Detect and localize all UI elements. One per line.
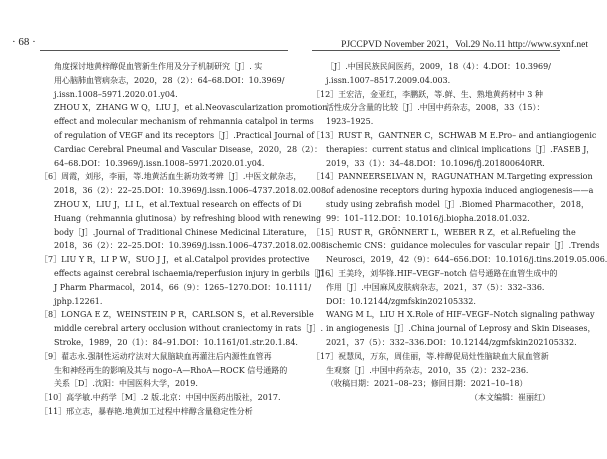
- references-right-column: [312, 60, 607, 405]
- ref-line: Neurosci，2019，42（9）：644–656.DOI：10.1016/j.tins.2019.05.006.: [326, 255, 607, 265]
- ref-line: 用心脑肺血管病杂志，2020，28（2）：64–68.DOI：10.3969/: [54, 75, 285, 85]
- ref-line: 2018，36（2）：22–25.DOI：10.3969/j.issn.1006–4737.2018.02.008.: [54, 186, 329, 196]
- ref-line: ［9］翟志永.强制性运动疗法对大鼠脑缺血再灌注后内源性血管再: [40, 351, 272, 361]
- ref-line: ［7］LIU Y R，LI P W，SUO J J，et al.Catalpol provides protective: [40, 255, 310, 265]
- ref-line: Stroke，1989，20（1）：84–91.DOI：10.1161/01.str.20.1.84.: [54, 337, 298, 347]
- header-rule-left: [40, 50, 288, 51]
- journal-running-head: PJCCPVD November 2021，Vol.29 No.11 http://www.syxnf.net: [341, 40, 588, 50]
- ref-line: ［6］周霞，刘彤，李丽，等.地黄活血生新功效考辨［J］.中医文献杂志，: [40, 172, 302, 182]
- ref-line: 生和神经再生的影响及其与 nogo–A—RhoA—ROCK 信号通路的: [54, 365, 288, 375]
- ref-line: ［17］祝慧凤，万东，周佳丽，等.梓醇促局灶性脑缺血大鼠血管新: [312, 351, 549, 361]
- ref-line: 活性成分含量的比较［J］.中国中药杂志，2008，33（15）：: [326, 103, 545, 113]
- ref-line: DOI：10.12144/zgmfskin202105332.: [326, 296, 476, 306]
- ref-line: of adenosine receptors during hypoxia induced angiogenesis——a: [326, 186, 594, 196]
- ref-line: therapies：current status and clinical implications［J］.FASEB J，: [326, 144, 595, 154]
- ref-line: ［12］王宏洁，金亚红，李鹏跃，等.鲜、生、熟地黄药材中 3 种: [312, 89, 543, 99]
- ref-line: ［11］邢立志，暴春艳.地黄加工过程中梓醇含量稳定性分析: [40, 406, 253, 416]
- ref-line: ［J］.中国民族民间医药，2009，18（4）：4.DOI：10.3969/: [326, 62, 551, 71]
- ref-line: effects against cerebral ischaemia/reperfusion injury in gerbils［J］.: [54, 268, 332, 278]
- page-number: · 68 ·: [12, 36, 36, 48]
- ref-line: 角度探讨地黄梓醇促血管新生作用及分子机制研究［J］. 实: [54, 62, 263, 71]
- header-rule-right: [312, 50, 560, 51]
- ref-line: j.issn.1007–8517.2009.04.003.: [326, 75, 451, 85]
- ref-line: Huang（rehmannia glutinosa）by refreshing blood with renewing: [54, 213, 322, 223]
- ref-line: in angiogenesis［J］.China journal of Leprosy and Skin Diseases，: [326, 324, 596, 334]
- ref-line: ZHOU X，ZHANG W Q，LIU J，et al.Neovascularization promotion: [54, 103, 328, 113]
- ref-line: study using zebrafish model［J］.Biomed Pharmacother，2018，: [326, 199, 589, 209]
- editor-note: （本文编辑：崔丽红）: [470, 393, 550, 403]
- ref-line: ［10］高学敏.中药学［M］.2 版.北京：中国中医药出版社，2017.: [40, 393, 281, 403]
- ref-line: ZHOU X，LIU J，LI L，et al.Textual research on effects of Di: [54, 199, 302, 209]
- ref-line: 99：101–112.DOI：10.1016/j.biopha.2018.01.032.: [326, 213, 530, 223]
- ref-line: ［16］王美玲，刘华锋.HIF–VEGF–notch 信号通路在血管生成中的: [312, 268, 558, 278]
- ref-line: J Pharm Pharmacol，2014，66（9）：1265–1270.DOI：10.1111/: [54, 282, 312, 292]
- ref-line: Cardiac Cerebral Pneumal and Vascular Disease，2020，28（2）：: [54, 144, 323, 154]
- ref-line: middle cerebral artery occlusion without craniectomy in rats［J］.: [54, 324, 324, 334]
- ref-line: j.issn.1008–5971.2020.01.y04.: [54, 89, 178, 99]
- ref-line: 2021，37（5）：332–336.DOI：10.12144/zgmfskin202105332.: [326, 337, 577, 347]
- ref-line: 1923–1925.: [326, 117, 374, 127]
- ref-line: 关系［D］.沈阳：中国医科大学，2019.: [54, 379, 198, 389]
- ref-line: 64–68.DOI：10.3969/j.issn.1008–5971.2020.01.y04.: [54, 158, 265, 168]
- page-header: [0, 0, 600, 50]
- ref-line: ［13］RUST R，GANTNER C，SCHWAB M E.Pro– and antiangiogenic: [312, 130, 597, 140]
- ref-line: 生观察［J］.中国中药杂志，2010，35（2）：232–236.: [326, 365, 529, 375]
- ref-line: WANG M L，LIU H X.Role of HIF–VEGF–Notch signaling pathway: [326, 310, 595, 320]
- ref-line: of regulation of VEGF and its receptors［J］.Practical Journal of: [54, 130, 315, 140]
- ref-line: effect and molecular mechanism of rehmannia catalpol in terms: [54, 117, 314, 127]
- ref-line: ［15］RUST R，GRÖNNERT L，WEBER R Z，et al.Refueling the: [312, 227, 576, 237]
- ref-line: ［8］LONGA E Z，WEINSTEIN P R，CARLSON S，et al.Reversible: [40, 310, 314, 320]
- ref-line: ［14］PANNEERSELVAN N，RAGUNATHAN M.Targeting expression: [312, 172, 593, 182]
- ref-line: 2019，33（1）：34–48.DOI：10.1096/fj.201800640RR.: [326, 158, 545, 168]
- received-dates: （收稿日期：2021–08–23；修回日期：2021–10–18）: [326, 379, 528, 389]
- ref-line: ischemic CNS：guidance molecules for vascular repair［J］.Trends: [326, 241, 600, 251]
- ref-line: 作用［J］.中国麻风皮肤病杂志，2021，37（5）：332–336.: [326, 282, 545, 292]
- ref-line: 2018，36（2）：22–25.DOI：10.3969/j.issn.1006–4737.2018.02.008.: [54, 241, 329, 251]
- ref-line: body［J］.Journal of Traditional Chinese Medicinal Literature，: [54, 227, 313, 237]
- ref-line: jphp.12261.: [54, 296, 103, 306]
- references-left-column: [40, 60, 332, 419]
